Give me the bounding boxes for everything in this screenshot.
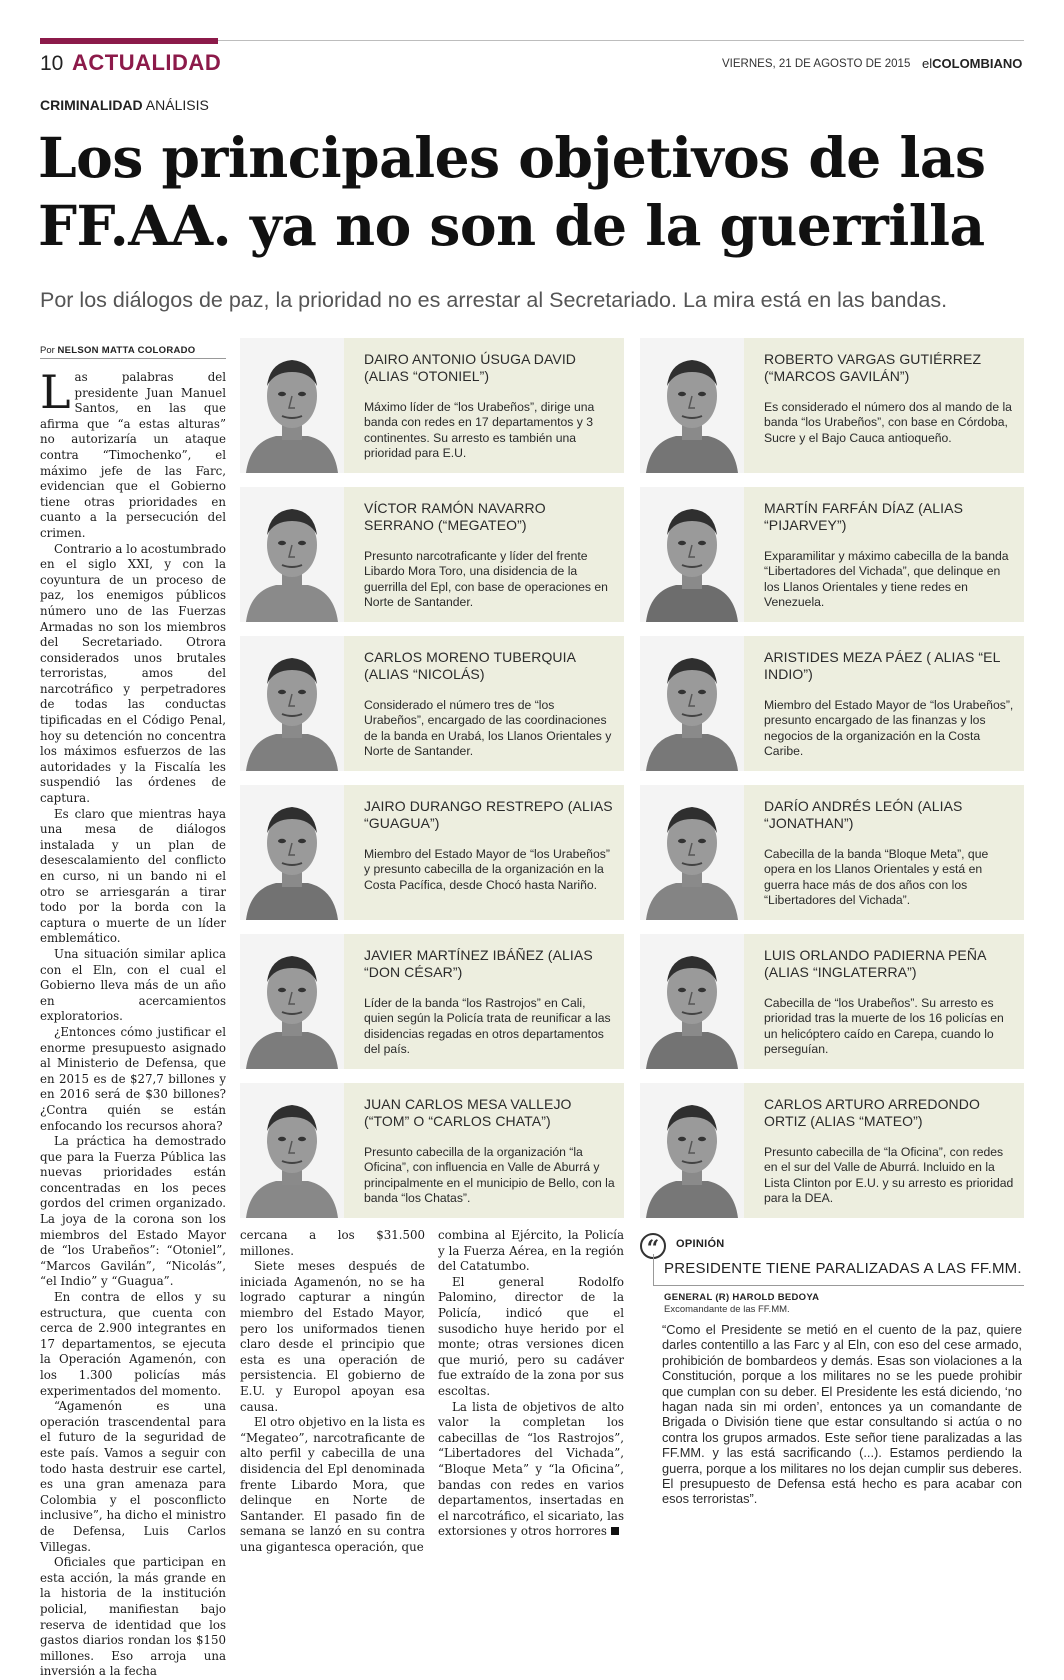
byline-author: NELSON MATTA COLORADO bbox=[57, 345, 196, 356]
paragraph: Siete meses después de iniciada Agamenón, no se ha logrado capturar a ningún miembro del Estado Mayor, pero los uniformados tienen claro desde el principio que esta es una operación de persistencia. El gobierno de E.U. y Europol apoyan esa causa. bbox=[240, 1259, 425, 1414]
target-profile-card bbox=[240, 338, 624, 473]
paragraph: “Agamenón es una operación trascendental para el futuro de la seguridad de este país. Vamos a seguir con todo hasta destruir ese cartel, es una gran amenaza para Colombia y el posconflicto inclusive”, ha dicho el ministro de Defensa, Luis Carlos Villegas. bbox=[40, 1399, 226, 1554]
masthead-name: COLOMBIANO bbox=[932, 56, 1023, 71]
byline-prefix: Por bbox=[40, 345, 55, 356]
target-description: Considerado el número tres de “los Urabeños”, encargado de las coordinaciones de la banda en Urabá, los Llanos Orientales y Norte de Santander. bbox=[364, 698, 612, 758]
paragraph: En contra de ellos y su estructura, que cuenta con cerca de 2.900 integrantes en 17 departamentos, se ejecuta la Operación Agamenón, con los 1.300 policías más experimentados del momento. bbox=[40, 1290, 226, 1398]
target-profile-card bbox=[240, 1083, 624, 1218]
mugshot-photo bbox=[240, 636, 344, 771]
page-number: 10 bbox=[40, 52, 64, 75]
mugshot-photo bbox=[640, 785, 744, 920]
target-description: Cabecilla de la banda “Bloque Meta”, que opera en los Llanos Orientales y está en guerra hace más de dos años con los “Libertadores del Vichada”. bbox=[764, 847, 989, 907]
kicker-topic: CRIMINALIDAD bbox=[40, 97, 143, 113]
opinion-quote-text: “Como el Presidente se metió en el cuento de la paz, quiere darles contentillo a las Farc y al Eln, con eso del cese armado, prohibición de bombardeos y demás. Esas son violaciones a la Constitución, porque a los militares no se les puede prohibir que cumplan con su deber. El Presidente les está diciendo, ‘no hagan nada sin mi orden’, entonces ya un comandante de Brigada o División tiene que estar consultando si actúa o no contra los grupos armados. Este señor tiene paralizadas a las FF.MM. y las está sacrificando (...). Estamos perdiendo la guerra, porque a los militares no los dejan cumplir sus deberes. El presupuesto de Defensa está hecho es para acabar con esos terroristas”. bbox=[662, 1322, 1022, 1507]
byline-rule bbox=[40, 358, 226, 359]
paragraph: Contrario a lo acostumbrado en el siglo XXI, y con la coyuntura de un proceso de paz, los enemigos públicos número uno de las Fuerzas Armadas no son los miembros del Secretariado. Otrora considerados unos brutales terroristas, amos del narcotráfico y perpetradores de todas las conductas tipificadas en el Código Penal, hoy su detención no concentra los máximos esfuerzos de las autoridades y la Fiscalía les suspendió las órdenes de captura. bbox=[40, 541, 227, 806]
section-accent-bar bbox=[40, 38, 218, 44]
mugshot-photo bbox=[640, 636, 744, 771]
paragraph: Oficiales que participan en esta acción, la más grande en la historia de la institución policial, manifiestan bajo reserva de identidad que los gastos diarios rondan los $150 millones. Eso arroja una inversión a la fecha bbox=[40, 1555, 226, 1679]
paragraph: ¿Entonces cómo justificar el enorme presupuesto asignado al Ministerio de Defensa, que en 2015 es de $27,7 billones y en 2016 será de $30 billones? ¿Contra quién se están enfocando los recursos ahora? bbox=[40, 1024, 226, 1133]
target-profile-card bbox=[640, 785, 1024, 920]
masthead bbox=[922, 56, 1022, 71]
paragraph: La lista de objetivos de alto valor la completan los cabecillas de “los Rastrojos”, “Libertadores del Vichada”, “Bloque Meta” y “la Oficina”, bandas con redes en varios departamentos, insertadas en el narcotráfico, el sicariato, las extorsiones y otros horrores bbox=[438, 1399, 624, 1539]
kicker bbox=[40, 97, 209, 113]
target-description: Máximo líder de “los Urabeños”, dirige una banda con redes en 17 departamentos y 3 continentes. Su arresto es también una prioridad para E.U. bbox=[364, 400, 595, 460]
mugshot-photo bbox=[240, 487, 344, 622]
mugshot-photo bbox=[240, 785, 344, 920]
paragraph: Las palabras del presidente Juan Manuel Santos, en las que afirma que “a estas alturas” no autorizaría un ataque contra “Timochenko”, el máximo jefe de las Farc, evidencian que el Gobierno tiene otras prioridades en cuanto a la persecución del crimen. bbox=[40, 365, 226, 540]
subtitle: Por los diálogos de paz, la prioridad no es arrestar al Secretariado. La mira está en las bandas. bbox=[40, 288, 948, 312]
target-profile-card bbox=[240, 934, 624, 1069]
target-description: Miembro del Estado Mayor de “los Urabeños”, presunto encargado de las finanzas y los negocios de la organización en la Costa Caribe. bbox=[764, 698, 1014, 758]
target-profile-card bbox=[640, 338, 1024, 473]
dateline: VIERNES, 21 DE AGOSTO DE 2015 bbox=[722, 58, 911, 70]
target-description: Exparamilitar y máximo cabecilla de la banda “Libertadores del Vichada”, que delinque en los Llanos Orientales y tiene redes en Venezuela. bbox=[764, 549, 1009, 609]
quote-icon: “ bbox=[640, 1233, 666, 1259]
target-profile-card bbox=[640, 636, 1024, 771]
section-name: ACTUALIDAD bbox=[72, 50, 222, 75]
target-profile-card bbox=[240, 636, 624, 771]
target-description: Cabecilla de “los Urabeños”. Su arresto es prioridad tras la muerte de los 16 policías en un helicóptero caído en Carepa, cuando lo perseguían. bbox=[764, 996, 1004, 1056]
paragraph: combina al Ejército, la Policía y la Fuerza Aérea, en la región del Catatumbo. bbox=[438, 1228, 624, 1274]
kicker-type: ANÁLISIS bbox=[145, 97, 209, 113]
drop-cap: L bbox=[40, 365, 71, 419]
paragraph: cercana a los $31.500 millones. bbox=[240, 1228, 425, 1258]
target-description: Presunto narcotraficante y líder del frente Libardo Mora Toro, una disidencia de la guerrilla del Epl, con base de operaciones en Norte de Santander. bbox=[364, 549, 608, 609]
target-description: Presunto cabecilla de la organización “la Oficina”, con influencia en Valle de Aburrá y principalmente en el municipio de Bello, con la banda “los Chatas”. bbox=[364, 1145, 615, 1205]
target-description: Miembro del Estado Mayor de “los Urabeños” y presunto cabecilla de la organización en la Costa Pacífica, desde Chocó hasta Nariño. bbox=[364, 847, 610, 892]
mugshot-photo bbox=[240, 338, 344, 473]
paragraph: La práctica ha demostrado que para la Fuerza Pública las nuevas prioridades están concentradas en los peces gordos del crimen organizado. La joya de la corona son los miembros del Estado Mayor de “los Urabeños”: “Otoniel”, “Marcos Gavilán”, “Nicolás”, “el Indio” y “Guagua”. bbox=[40, 1134, 226, 1289]
mugshot-photo bbox=[240, 1083, 344, 1218]
mugshot-photo bbox=[640, 934, 744, 1069]
target-profile-card bbox=[640, 934, 1024, 1069]
opinion-title: PRESIDENTE TIENE PARALIZADAS A LAS FF.MM. bbox=[664, 1260, 1022, 1277]
target-profile-card bbox=[640, 487, 1024, 622]
opinion-author: GENERAL (R) HAROLD BEDOYA bbox=[664, 1292, 820, 1303]
target-name: VÍCTOR RAMÓN NAVARRO SERRANO (“MEGATEO”) bbox=[364, 500, 546, 533]
target-profile-card bbox=[240, 785, 624, 920]
target-name: MARTÍN FARFÁN DÍAZ (ALIAS “PIJARVEY”) bbox=[764, 500, 964, 533]
headline: Los principales objetivos de las FF.AA. ya no son de la guerrilla bbox=[38, 125, 986, 258]
target-name: DAIRO ANTONIO ÚSUGA DAVID (ALIAS “OTONIEL”) bbox=[364, 351, 577, 384]
mugshot-photo bbox=[640, 1083, 744, 1218]
mugshot-photo bbox=[640, 338, 744, 473]
paragraph: Una situación similar aplica con el Eln, con el cual el Gobierno lleva más de un año en acercamientos exploratorios. bbox=[40, 946, 226, 1024]
mugshot-photo bbox=[640, 487, 744, 622]
end-of-article-mark bbox=[611, 1527, 619, 1535]
article-column-2 bbox=[240, 1228, 425, 1555]
paragraph: El general Rodolfo Palomino, director de la Policía, indicó que el susodicho huye herido por el monte; otras versiones dicen que murió, pero su cadáver fue extraído de la zona por sus escoltas. bbox=[438, 1274, 624, 1398]
target-profile-card bbox=[240, 487, 624, 622]
target-name: CARLOS MORENO TUBERQUIA (ALIAS “NICOLÁS) bbox=[364, 649, 576, 682]
target-name: LUIS ORLANDO PADIERNA PEÑA (ALIAS “INGLATERRA”) bbox=[764, 947, 986, 980]
mugshot-photo bbox=[240, 934, 344, 1069]
target-name: ARISTIDES MEZA PÁEZ ( ALIAS “EL INDIO”) bbox=[764, 649, 1000, 682]
paragraph: Es claro que mientras haya una mesa de diálogos instalada y un plan de desescalamiento del conflicto en curso, ni un bando ni el otro se arriesgarán a tirar todo por la borda con la captura o muerte de un líder emblemático. bbox=[40, 806, 226, 946]
byline bbox=[40, 345, 196, 356]
target-name: DARÍO ANDRÉS LEÓN (ALIAS “JONATHAN”) bbox=[764, 798, 963, 831]
article-column-3 bbox=[438, 1228, 624, 1540]
target-name: JUAN CARLOS MESA VALLEJO (“TOM” O “CARLOS CHATA”) bbox=[364, 1096, 572, 1129]
target-description: Líder de la banda “los Rastrojos” en Cali, quien según la Policía trata de reunificar a las disidencias regadas en otros departamentos del país. bbox=[364, 996, 611, 1056]
article-column-1 bbox=[40, 365, 227, 1680]
masthead-prefix: el bbox=[922, 56, 933, 71]
target-profile-card bbox=[640, 1083, 1024, 1218]
target-description: Es considerado el número dos al mando de la banda “los Urabeños”, con base en Córdoba, Sucre y el Bajo Cauca antioqueño. bbox=[764, 400, 1012, 445]
opinion-author-role: Excomandante de las FF.MM. bbox=[664, 1304, 790, 1315]
paragraph: El otro objetivo en la lista es “Megateo”, narcotraficante de alto perfil y cabecilla de una disidencia del Epl denominada frente Libardo Mora, que delinque en Norte de Santander. El pasado fin de semana se lanzó en su contra una gigantesca operación, que bbox=[240, 1415, 425, 1554]
target-name: JAVIER MARTÍNEZ IBÁÑEZ (ALIAS “DON CÉSAR”) bbox=[364, 947, 593, 980]
target-name: JAIRO DURANGO RESTREPO (ALIAS “GUAGUA”) bbox=[364, 798, 613, 831]
target-name: ROBERTO VARGAS GUTIÉRREZ (“MARCOS GAVILÁN”) bbox=[764, 351, 982, 384]
target-description: Presunto cabecilla de “la Oficina”, con redes en el sur del Valle de Aburrá. Incluido en la Lista Clinton por E.U. y su arresto es prioridad para la DEA. bbox=[764, 1145, 1014, 1205]
opinion-label: OPINIÓN bbox=[676, 1238, 725, 1250]
target-name: CARLOS ARTURO ARREDONDO ORTIZ (ALIAS “MATEO”) bbox=[764, 1096, 980, 1129]
